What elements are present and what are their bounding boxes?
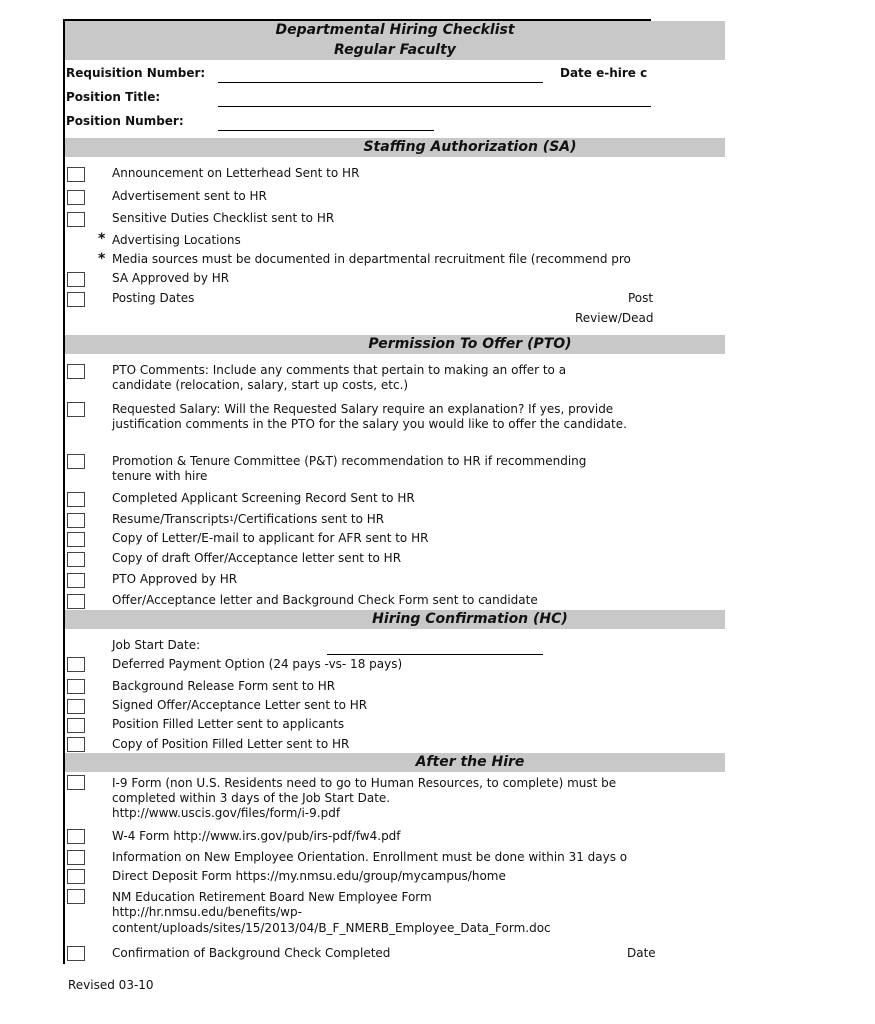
requisition-label: Requisition Number: [66, 66, 206, 80]
checkbox-sa-approved[interactable] [67, 272, 85, 287]
item-pto-comments: PTO Comments: Include any comments that pertain to making an offer to a candidate (relocation, salary, start up costs, etc.) [112, 363, 567, 392]
page-subtitle: Regular Faculty [334, 42, 456, 58]
item-afr-letter: Copy of Letter/E-mail to applicant for AFR sent to HR [112, 531, 429, 545]
item-requested-salary: Requested Salary: Will the Requested Salary require an explanation? If yes, provide justification comments in the PTO for the salary you would like to offer the candidate. [112, 402, 627, 431]
item-signed-offer: Signed Offer/Acceptance Letter sent to HR [112, 698, 368, 712]
page-title: Departmental Hiring Checklist [275, 22, 515, 38]
checkbox-pto-comments[interactable] [67, 364, 85, 379]
item-draft-offer: Copy of draft Offer/Acceptance letter sent to HR [112, 551, 402, 565]
position-number-label: Position Number: [66, 114, 184, 128]
asterisk-icon: * [98, 231, 106, 247]
checkbox-deferred-payment[interactable] [67, 657, 85, 672]
item-position-filled: Position Filled Letter sent to applicants [112, 717, 345, 731]
section-after-band [65, 753, 725, 772]
section-pto-band [65, 335, 725, 354]
item-orientation: Information on New Employee Orientation. Enrollment must be done within 31 days o [112, 850, 628, 864]
checkbox-resume[interactable] [67, 513, 85, 528]
checkbox-orientation[interactable] [67, 850, 85, 865]
checkbox-background-release[interactable] [67, 679, 85, 694]
item-sa-approved: SA Approved by HR [112, 271, 230, 285]
section-sa-title: Staffing Authorization (SA) [363, 139, 577, 155]
left-border [63, 20, 65, 964]
checkbox-pto-approved[interactable] [67, 573, 85, 588]
item-nmerb-url[interactable]: http://hr.nmsu.edu/benefits/wp- [112, 905, 302, 919]
item-nmerb: NM Education Retirement Board New Employee Form [112, 890, 432, 904]
revision-footer: Revised 03-10 [68, 978, 154, 992]
review-deadline-label: Review/Dead [575, 311, 654, 325]
job-start-date-field[interactable] [327, 654, 543, 655]
item-direct-deposit: Direct Deposit Form https://my.nmsu.edu/group/mycampus/home [112, 869, 506, 883]
section-after-title: After the Hire [415, 754, 525, 770]
section-hc-title: Hiring Confirmation (HC) [372, 611, 568, 627]
item-deferred-payment: Deferred Payment Option (24 pays -vs- 18 pays) [112, 657, 403, 671]
checkbox-advertisement[interactable] [67, 190, 85, 205]
position-number-field[interactable] [218, 130, 434, 131]
checkbox-draft-offer[interactable] [67, 552, 85, 567]
checkbox-i9[interactable] [67, 775, 85, 790]
item-offer-letter: Offer/Acceptance letter and Background Check Form sent to candidate [112, 593, 538, 607]
checkbox-w4[interactable] [67, 829, 85, 844]
item-resume [112, 512, 384, 527]
item-announcement: Announcement on Letterhead Sent to HR [112, 166, 360, 180]
checkbox-offer-letter[interactable] [67, 594, 85, 609]
item-copy-position-filled: Copy of Position Filled Letter sent to HR [112, 737, 350, 751]
item-i9: I-9 Form (non U.S. Residents need to go to Human Resources, to complete) must be completed within 3 days of the Job Start Date. [112, 776, 617, 805]
item-posting-dates: Posting Dates [112, 291, 195, 305]
checkbox-announcement[interactable] [67, 167, 85, 182]
item-promotion-tenure: Promotion & Tenure Committee (P&T) recommendation to HR if recommending tenure with hire [112, 454, 587, 483]
item-w4: W-4 Form http://www.irs.gov/pub/irs-pdf/fw4.pdf [112, 829, 401, 843]
checkbox-sensitive-duties[interactable] [67, 212, 85, 227]
confirm-date-label: Date [627, 946, 656, 960]
checkbox-posting-dates[interactable] [67, 292, 85, 307]
position-title-field[interactable] [218, 106, 651, 107]
section-sa-band [65, 138, 725, 157]
item-screening-record: Completed Applicant Screening Record Sent to HR [112, 491, 415, 505]
checkbox-requested-salary[interactable] [67, 402, 85, 417]
resume-text-tail: /Certifications sent to HR [233, 512, 385, 526]
item-background-release: Background Release Form sent to HR [112, 679, 336, 693]
item-advertising-locations: Advertising Locations [112, 233, 241, 247]
item-nmerb-url-continued[interactable]: content/uploads/sites/15/2013/04/B_F_NMERB_Employee_Data_Form.doc [112, 921, 551, 935]
section-hc-band [65, 610, 725, 629]
date-ehire-label: Date e-hire c [560, 66, 648, 80]
checkbox-copy-position-filled[interactable] [67, 737, 85, 752]
title-band [65, 21, 725, 60]
requisition-field[interactable] [218, 82, 543, 83]
item-pto-approved: PTO Approved by HR [112, 572, 238, 586]
checkbox-promotion-tenure[interactable] [67, 454, 85, 469]
item-media-sources: Media sources must be documented in departmental recruitment file (recommend pro [112, 252, 631, 266]
checkbox-signed-offer[interactable] [67, 699, 85, 714]
item-sensitive-duties: Sensitive Duties Checklist sent to HR [112, 211, 335, 225]
item-i9-url[interactable]: http://www.uscis.gov/files/form/i-9.pdf [112, 806, 341, 820]
checkbox-direct-deposit[interactable] [67, 869, 85, 884]
asterisk-icon: * [98, 251, 106, 267]
resume-text: Resume/Transcripts [112, 512, 230, 526]
checkbox-afr-letter[interactable] [67, 532, 85, 547]
footnote-marker: 1 [229, 515, 234, 523]
checkbox-nmerb[interactable] [67, 889, 85, 904]
position-title-label: Position Title: [66, 90, 161, 104]
checkbox-screening-record[interactable] [67, 492, 85, 507]
checkbox-background-confirm[interactable] [67, 946, 85, 961]
item-background-confirm: Confirmation of Background Check Completed [112, 946, 391, 960]
checkbox-position-filled[interactable] [67, 718, 85, 733]
item-job-start-date: Job Start Date: [112, 638, 201, 652]
section-pto-title: Permission To Offer (PTO) [368, 336, 572, 352]
posting-date-label: Post [628, 291, 654, 305]
item-advertisement: Advertisement sent to HR [112, 189, 267, 203]
